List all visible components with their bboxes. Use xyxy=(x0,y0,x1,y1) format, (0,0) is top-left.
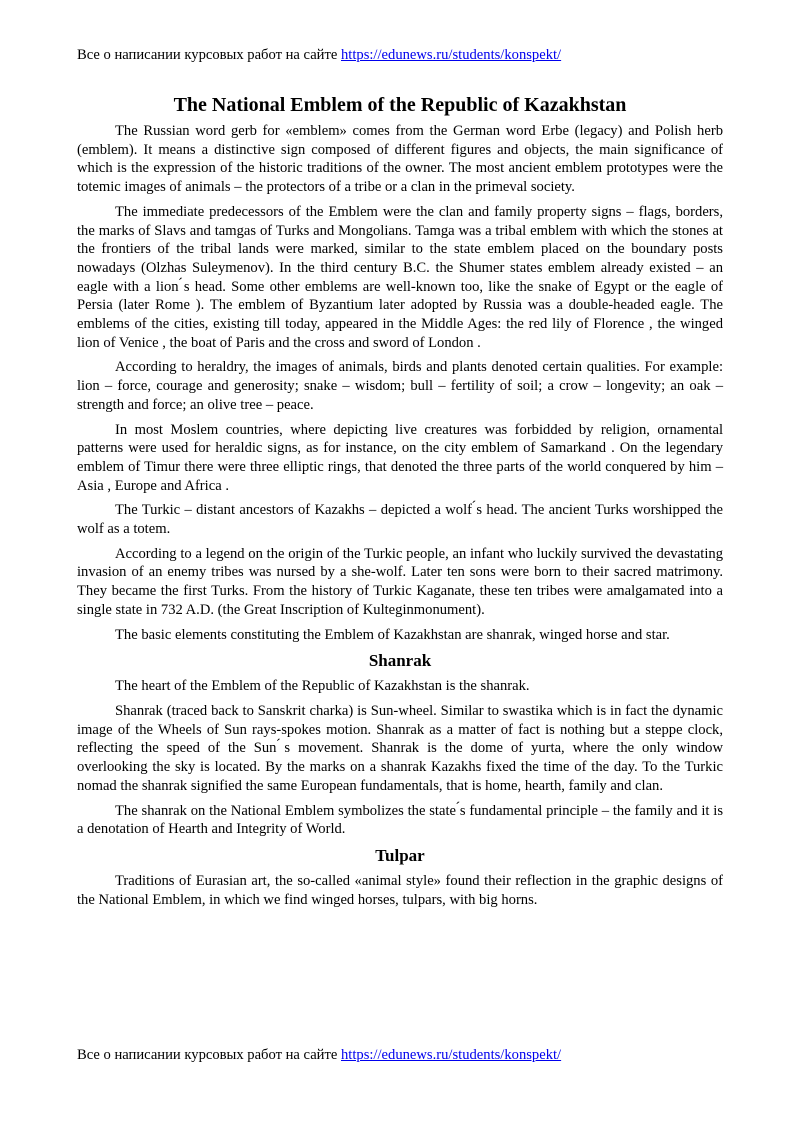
header-link[interactable]: https://edunews.ru/students/konspekt/ xyxy=(341,47,562,63)
footer-link[interactable]: https://edunews.ru/students/konspekt/ xyxy=(341,1047,562,1063)
paragraph: Shanrak (traced back to Sanskrit charka) is Sun-wheel. Similar to swastika which is in fact the dynamic image of the Wheels of Sun rays-spokes motion. Shanrak as a matter of fact is nothing but a steppe clock, reflecting the speed of the Sun ́s movement. Shanrak is the dome of yurta, where the only window overlooking the sky is located. By the marks on a shanrak Kazakhs fixed the time of the day. To the Turkic nomad the shanrak signified the same European fundamentals, that is home, hearth, family and clan. xyxy=(77,702,723,794)
section-heading-shanrak: Shanrak xyxy=(368,651,432,671)
paragraph: Traditions of Eurasian art, the so-called «animal style» found their reflection in the graphic designs of the National Emblem, in which we find winged horses, tulpars, with big horns. xyxy=(77,872,723,908)
paragraph: According to heraldry, the images of animals, birds and plants denoted certain qualities. For example: lion – force, courage and generosity; snake – wisdom; bull – fertility of soil; a crow – longevity; an oak – strength and force; an olive tree – peace. xyxy=(77,359,723,413)
paragraph: The shanrak on the National Emblem symbolizes the state ́s fundamental principle – the family and it is a denotation of Hearth and Integrity of World. xyxy=(77,802,723,838)
section-heading-tulpar: Tulpar xyxy=(375,845,425,865)
paragraph: The Turkic – distant ancestors of Kazakhs – depicted a wolf ́s head. The ancient Turks worshipped the wolf as a totem. xyxy=(77,502,723,538)
paragraph: The basic elements constituting the Emblem of Kazakhstan are shanrak, winged horse and star. xyxy=(115,626,670,643)
page-footer xyxy=(77,1046,561,1065)
paragraph: The immediate predecessors of the Emblem were the clan and family property signs – flags, borders, the marks of Slavs and tamgas of Turks and Mongolians. Tamga was a tribal emblem with which the stones at the frontiers of the tribal lands were marked, similar to the state emblem placed on the boundary posts nowadays (Olzhas Suleymenov). In the third century B.C. the Shumer states emblem already existed – an eagle with a lion ́s head. Some other emblems are well-known too, like the snake of Egypt or the eagle of Persia (later Rome ). The emblem of Byzantium later adopted by Russia was a double-headed eagle. The emblems of the cities, existing till today, appeared in the Middle Ages: the red lily of Florence , the winged lion of Venice , the boat of Paris and the cross and sword of London . xyxy=(77,203,723,351)
header-prefix: Все о написании курсовых работ на сайте xyxy=(77,47,341,63)
paragraph: The Russian word gerb for «emblem» comes from the German word Erbe (legacy) and Polish herb (emblem). It means a distinctive sign composed of different figures and objects, the main significance of which is the expression of the historic traditions of the owner. The most ancient emblem prototypes were the totemic images of animals – the protectors of a tribe or a clan in the primeval society. xyxy=(77,123,723,196)
page-header xyxy=(77,46,723,65)
document-page xyxy=(77,46,723,915)
paragraph: According to a legend on the origin of the Turkic people, an infant who luckily survived the devastating invasion of an enemy tribes was nursed by a she-wolf. Later ten sons were born to their sacred matrimony. They became the first Turks. From the history of Turkic Kaganate, these ten tribes were amalgamated into a single state in 732 A.D. (the Great Inscription of Kulteginmonument). xyxy=(77,545,723,618)
footer-prefix: Все о написании курсовых работ на сайте xyxy=(77,1047,341,1063)
paragraph: The heart of the Emblem of the Republic of Kazakhstan is the shanrak. xyxy=(115,678,530,695)
document-title: The National Emblem of the Republic of Kazakhstan xyxy=(173,94,627,116)
paragraph: In most Moslem countries, where depicting live creatures was forbidded by religion, ornamental patterns were used for heraldic signs, as for instance, on the city emblem of Samarkand . On the legendary emblem of Timur there were three elliptic rings, that denoted the three parts of the world conquered by him – Asia , Europe and Africa . xyxy=(77,421,723,494)
